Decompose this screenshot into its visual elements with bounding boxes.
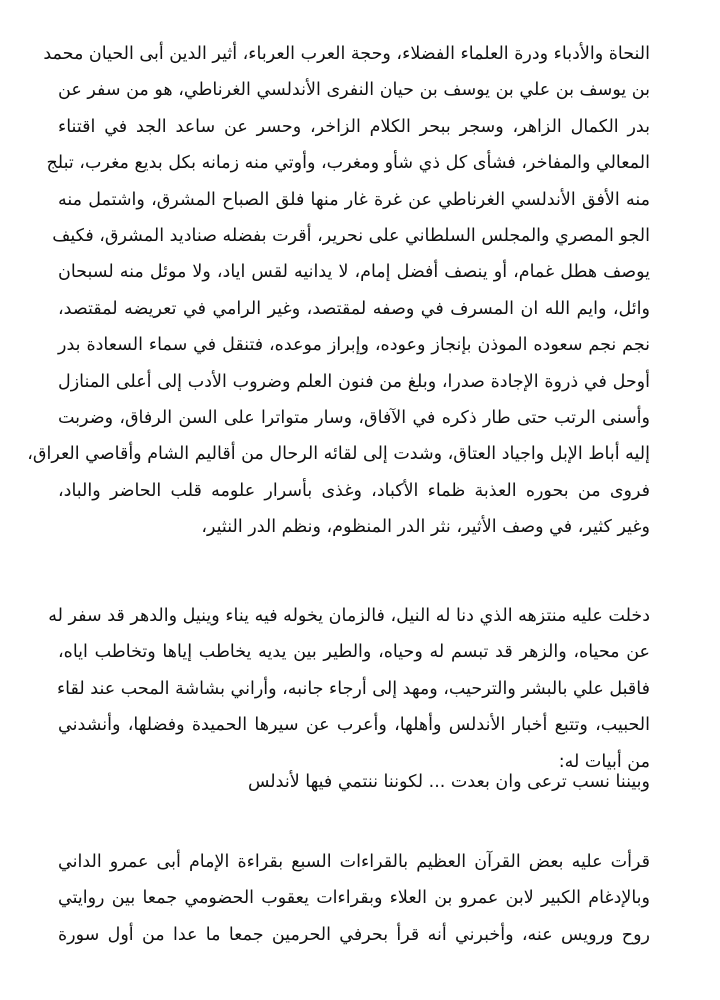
text-line: بن يوسف بن علي بن يوسف بن حيان النفرى الأندلسي الغرناطي، هو من سفر عن [58, 80, 650, 101]
text-line: الحبيب، وتتبع أخبار الأندلس وأهلها، وأعرب عن سيرها الحميدة وفضلها، وأنشدني [58, 715, 650, 736]
text-line: فروى من بحوره العذبة ظماء الأكباد، وغذى بأسرار علومه قلب الحاضر والباد، [58, 480, 650, 501]
text-line: نجم نجم سعوده الموذن بإنجاز وعوده، وإبراز موعده، فتنقل في سماء السعادة بدر [58, 335, 650, 356]
text-line: من أبيات له: [558, 751, 650, 772]
text-line: روح ورويس عنه، وأخبرني أنه قرأ بحرفي الحرمين جمعا ما عدا من أول سورة [58, 924, 650, 945]
text-line: وبيننا نسب ترعى وان بعدت ... لكوننا ننتمي فيها لأندلس [248, 772, 650, 792]
paragraph-readings [58, 844, 650, 953]
text-line: دخلت عليه منتزهه الذي دنا له النيل، فالزمان يخوله فيه يناء وينيل والدهر قد سفر له [48, 606, 650, 626]
text-line: النحاة والأدباء ودرة العلماء الفضلاء، وحجة العرب العرباء، أثير الدين أبى الحيان محمد [43, 44, 650, 64]
paragraph-visit [48, 598, 650, 780]
verse-line [58, 764, 650, 800]
text-line: وبالإدغام الكبير لابن عمرو بن العلاء وبقراءات يعقوب الحضومي جمعا بين روايتي [58, 888, 650, 909]
text-line: أوحل في ذروة الإجادة صدرا، وبلغ من فنون العلم وضروب الأدب إلى أعلى المنازل [58, 371, 650, 392]
text-line: وأسنى الرتب حتى طار ذكره في الآفاق، وسار متواترا على السن الرفاق، وضربت [58, 407, 650, 428]
text-line: قرأت عليه بعض القرآن العظيم بالقراءات السبع بقراءة الإمام أبى عمرو الداني [58, 852, 650, 872]
text-line: بدر الكمال الزاهر، وسجر ببحر الكلام الزاخر، وحسر عن ساعد الجد في اقتناء [58, 116, 650, 137]
text-line: منه الأفق الأندلسي الغرناطي عن غرة غار منها فلق الصباح المشرق، واشتمل منه [58, 189, 650, 210]
text-line: وغير كثير، في وصف الأثير، نثر الدر المنظوم، ونظم الدر النثير، [201, 517, 650, 538]
text-line: وائل، وايم الله ان المسرف في وصفه لمقتصد، وغير الرامي في تعريضه لمقتصد، [58, 298, 650, 319]
text-line: المعالي والمفاخر، فشأى كل ذي شأو ومغرب، وأوتي منه زمانه بكل بديع مغرب، تبلج [46, 153, 650, 174]
paragraph-biography [27, 36, 650, 545]
text-line: إليه أباط الإبل واجياد العتاق، وشدت إلى لقائه الرحال من أقاليم الشام وأقاصي العراق، [27, 444, 650, 465]
text-line: يوصف هطل غمام، أو ينصف أفضل إمام، لا يدانيه لقس اياد، ولا موئل منه لسبحان [58, 262, 650, 283]
text-line: عن محياه، والزهر قد تبسم له وحياه، والطير بين يديه يخاطب إياها وتخاطب اياه، [58, 642, 650, 663]
text-line: الجو المصري والمجلس السلطاني على نحرير، أقرت بفضله صناديد المشرق، فكيف [52, 225, 650, 246]
text-line: فاقبل علي بالبشر والترحيب، ومهد إلى أرجاء جانبه، وأراني بشاشة المحب عند لقاء [56, 678, 650, 699]
